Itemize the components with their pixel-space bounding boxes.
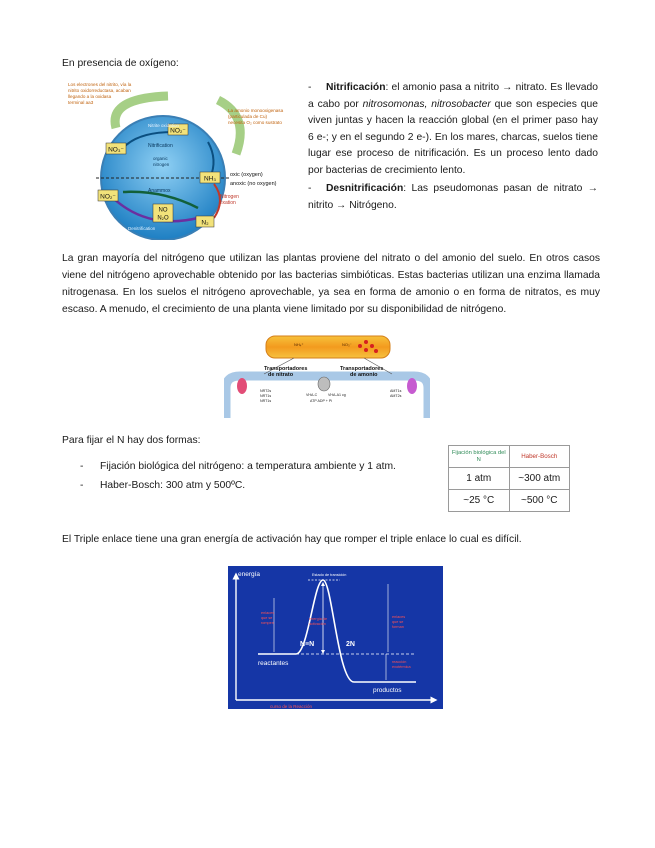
no-label: NO (158, 207, 168, 214)
nitrification-label: Nitrification (148, 143, 173, 149)
nitrate-transporter (237, 378, 247, 394)
cell-1-atm: 1 atm (449, 468, 510, 490)
header-haber-bosch: Haber-Bosch (509, 446, 570, 468)
anammox-label: Anammox (148, 188, 171, 194)
organic-nitrogen-label-1: organic (153, 156, 168, 161)
right-note-2: (particulada de Cu) (228, 114, 268, 119)
left-small-2: NRT1s (260, 394, 272, 398)
y-axis-label: energía (238, 571, 261, 578)
triple-bond-label: N≡N (300, 641, 315, 648)
no2-top-label: NO₂⁻ (170, 127, 186, 135)
right-note-3: forman (392, 625, 404, 629)
right-transport-label-1: Transportadores (340, 366, 384, 372)
transition-state-label: Estado de transición (312, 573, 347, 577)
method-haber-bosch: - Haber-Bosch: 300 atm y 500ºC. (62, 476, 442, 495)
no3-label: NO₃⁻ (108, 146, 124, 154)
methods-list (62, 457, 442, 495)
method-biological: - Fijación biológica del nitrógeno: a temperatura ambiente y 1 atm. (62, 457, 442, 476)
desnitrificacion-term: Desnitrificación (326, 183, 404, 194)
oxic-label: oxic (oxygen) (230, 172, 263, 178)
nitrificacion-term: Nitrificación (326, 82, 386, 93)
right-note-3: necesita O₂ como sustrato (228, 120, 282, 125)
mid-small-2: VHA-A1 cg (328, 393, 346, 397)
x-axis-label: curso de la Reacción (270, 704, 313, 709)
nitrogen-fixation-label-2: fixation (220, 200, 236, 206)
nitrificacion-organisms: nitrosomonas, nitrosobacter (362, 98, 491, 110)
cell-500-c: ~500 °C (509, 490, 570, 512)
anoxic-label: anoxic (no oxygen) (230, 181, 277, 187)
products-label: productos (373, 687, 402, 694)
right-note-1: La amonio monooxigenasa (228, 108, 284, 113)
root-transport-figure (224, 328, 430, 418)
triple-bond-text: El Triple enlace tiene una gran energía de activación hay que romper el triple enlace lo cual es difícil. (62, 534, 522, 545)
mid-small-1: VHA-C (306, 393, 318, 397)
denitrification-label: Denitrification (128, 226, 156, 231)
desnitrificacion-paragraph: - Desnitrificación: Las pseudomonas pasan de nitrato → nitrito → Nitrógeno. (308, 183, 598, 211)
nitrogen-cycle-figure (68, 80, 293, 240)
reactants-label: reactantes (258, 660, 289, 667)
n2-label: N₂ (201, 219, 209, 227)
nitrogen-fixation-label-1: Nitrogen (220, 194, 239, 200)
left-note-2: que se (261, 616, 273, 620)
right-transport-label-2: de amonio (350, 372, 378, 378)
header-biological: Fijación biológica del N (449, 446, 510, 468)
nh3-label: NH₃ (203, 175, 217, 183)
left-note-4: terminal aa3 (68, 100, 94, 105)
organic-nitrogen-label-2: nitrogen (153, 162, 170, 167)
cell-300-atm: ~300 atm (509, 468, 570, 490)
right-note-1: enlaces (392, 615, 406, 619)
energy-bg (228, 566, 443, 709)
activation-energy-figure (228, 566, 443, 709)
left-small-3: NRT1s (260, 399, 272, 403)
activation-label-1: energía de (309, 617, 328, 621)
atoms-label: 2N (346, 641, 355, 648)
left-transport-label-2: de nitrato (268, 372, 294, 378)
nitrificacion-text-2: que son especies que viven juntas y hacen la reacción global (en el primer paso hay 6 e-; y en el segundo 2 e-). En los mares, charcas, suelos tiene lugar ese proceso de nitrificación. Es un proceso lento dado por bacterias de crecimiento lento. (308, 98, 598, 176)
no2-left-label: NO₂⁻ (100, 193, 116, 201)
right-small-2: AMT2s (390, 394, 402, 398)
cell-25-c: ~25 °C (449, 490, 510, 512)
nitrificacion-paragraph: - Nitrificación: el amonio pasa a nitrito → nitrato. Es llevado a cabo por nitrosomonas, nitrosobacter que son especies que viven juntas y hacen la reacción global (en el primer paso hay 6 e-; y en el segundo 2 e-). En los mares, charcas, suelos tiene lugar ese proceso de nitrificación. Es un proceso lento dado por bacterias de crecimiento lento. (308, 82, 598, 176)
mid-small-3: ATP ADP + Pi (310, 399, 333, 403)
left-note-1: enlaces (261, 611, 275, 615)
intro-oxygen-text: En presencia de oxígeno: (62, 58, 179, 69)
right-small-1: AMT1s (390, 389, 402, 393)
reaction-energy-2: exotérmica (392, 665, 411, 669)
activation-label-2: activación (309, 622, 326, 626)
left-note-3: rompen (261, 621, 274, 625)
plant-nitrogen-paragraph: La gran mayoría del nitrógeno que utilizan las plantas proviene del nitrato o del amonio del suelo. En otros casos viene del nitrógeno aprovechable obtenido por las bacterias simbióticas. Estas bacterias utilizan una enzima llamada nitrogenasa. En los suelos el nitrógeno aprovechable, ya sea en forma de amonio o en forma de nitratos, es muy escaso. A menudo, el crecimiento de una planta viene limitado por su disponibilidad de nitrógeno. (62, 253, 600, 315)
comparison-table (448, 445, 570, 512)
nitrificacion-text-1: : el amonio pasa a nitrito → nitrato. Es llevado a cabo por (308, 82, 598, 110)
top-small-nh4: NH₄⁺ (294, 342, 304, 347)
left-small-1: NRT2s (260, 389, 272, 393)
ammonium-transporter (407, 378, 417, 394)
right-note-2: que se (392, 620, 404, 624)
two-ways-text: Para fijar el N hay dos formas: (62, 435, 201, 446)
left-transport-label-1: Transportadores (264, 366, 308, 372)
left-note-2: nitrito oxidorreductasa, acaban (68, 88, 131, 93)
left-note-1: Los electrones del nitrito, vía la (68, 82, 132, 87)
left-note-3: llegando a la oxidasa (68, 94, 112, 99)
desnitrificacion-text: : Las pseudomonas pasan de nitrato → nitrito → Nitrógeno. (308, 183, 598, 211)
n2o-label: N₂O (157, 215, 169, 222)
reaction-energy-1: reacción (392, 660, 407, 664)
top-small-no3: NO₃⁻ (342, 342, 352, 347)
atpase (318, 377, 330, 391)
nitrite-oxidation-label: Nitrite oxidation (148, 123, 180, 128)
